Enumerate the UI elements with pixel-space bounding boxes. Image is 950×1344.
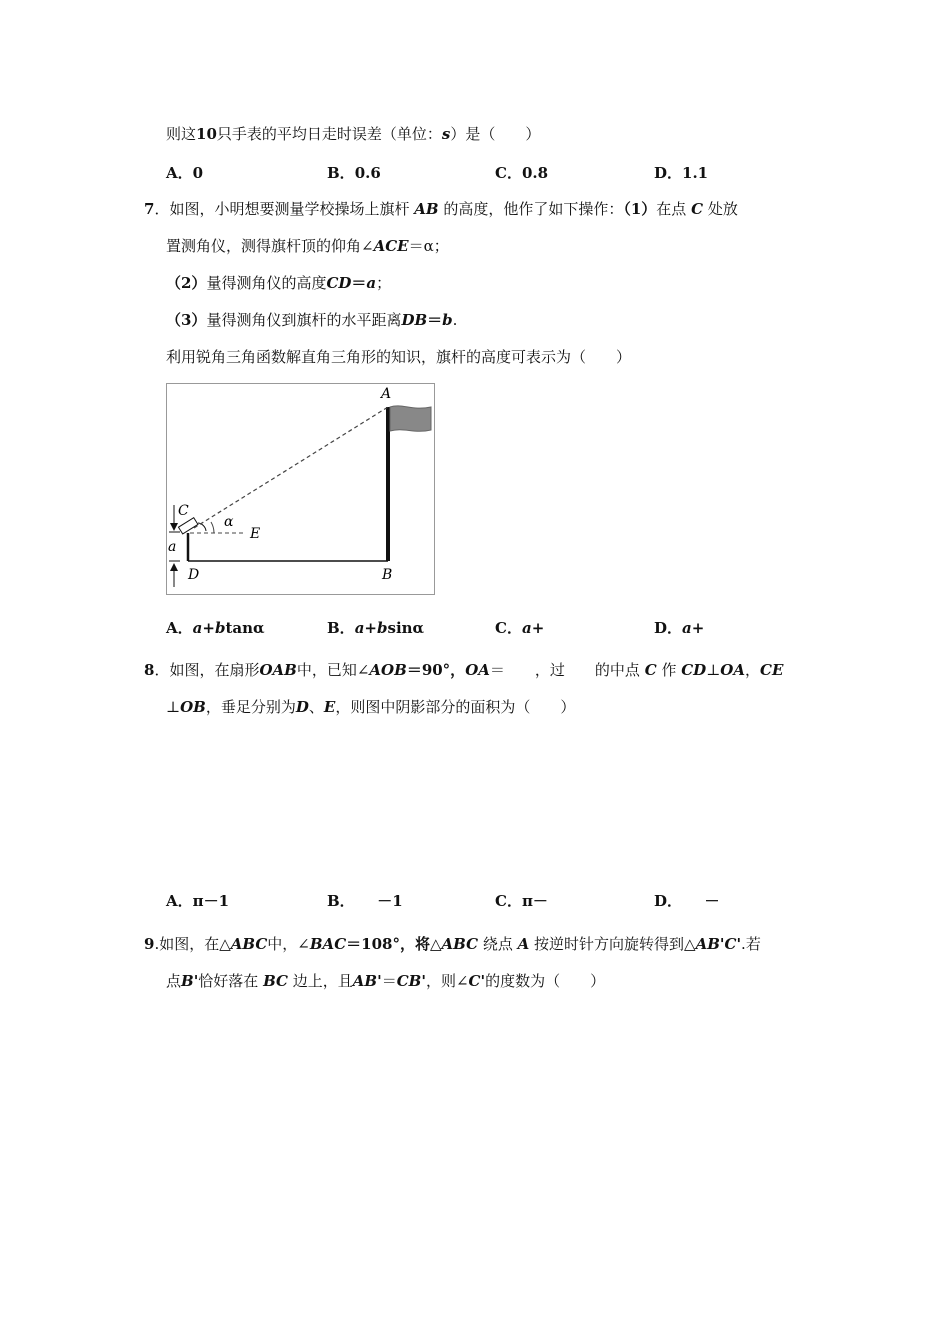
q7-line-2: 置测角仪，测得旗杆顶的仰角∠ACE＝α； <box>166 237 449 255</box>
label-b: B <box>382 567 393 583</box>
q7-option-d: D．a+ <box>654 619 705 637</box>
q8-option-c: C．π－ <box>495 892 548 910</box>
q8-option-d: D． － <box>654 892 720 910</box>
flagpole-figure <box>166 383 435 595</box>
q7-option-b: B．a+bsinα <box>327 619 425 637</box>
label-alpha: α <box>224 514 234 530</box>
q8-line-2: ⊥OB，垂足分别为D、E，则图中阴影部分的面积为（ ） <box>166 698 576 716</box>
q6-stem: 则这10只手表的平均日走时误差（单位：s）是（ ） <box>166 125 541 143</box>
q9-line-1: 9.如图，在△ABC中，∠BAC＝108°，将△ABC 绕点 A 按逆时针方向旋转得到△AB'C'.若 <box>144 935 761 953</box>
label-c: C <box>178 503 189 519</box>
q6-option-a: A．0 <box>166 164 204 182</box>
label-e: E <box>250 526 261 542</box>
label-d: D <box>188 567 200 583</box>
q6-options <box>166 162 866 182</box>
q7-option-c: C．a+ <box>495 619 545 637</box>
q7-line-3: （2）量得测角仪的高度CD＝a； <box>166 274 392 292</box>
q7-line-1: 7．如图，小明想要测量学校操场上旗杆 AB 的高度，他作了如下操作：（1）在点 C 处放 <box>144 200 738 218</box>
q7-option-a: A．a+btanα <box>166 619 265 637</box>
q6-option-b: B．0.6 <box>327 164 381 182</box>
q7-line-5: 利用锐角三角函数解直角三角形的知识，旗杆的高度可表示为（ ） <box>166 348 632 366</box>
q8-option-a: A．π－1 <box>166 892 230 910</box>
q8-line-1: 8．如图，在扇形OAB中，已知∠AOB＝90°，OA＝ ，过 的中点 C 作 CD⊥OA，CE <box>144 661 784 679</box>
q7-options <box>166 617 866 637</box>
flag-icon <box>390 406 431 431</box>
q8-option-b: B． －1 <box>327 892 403 910</box>
q6-option-c: C．0.8 <box>495 164 549 182</box>
label-a: A <box>381 386 392 402</box>
q6-option-d: D．1.1 <box>654 164 709 182</box>
q8-options <box>166 890 866 910</box>
q7-line-4: （3）量得测角仪到旗杆的水平距离DB＝b. <box>166 311 458 329</box>
q9-line-2: 点B'恰好落在 BC 边上，且AB'＝CB'，则∠C'的度数为（ ） <box>166 972 606 990</box>
label-height-a: a <box>168 539 177 555</box>
